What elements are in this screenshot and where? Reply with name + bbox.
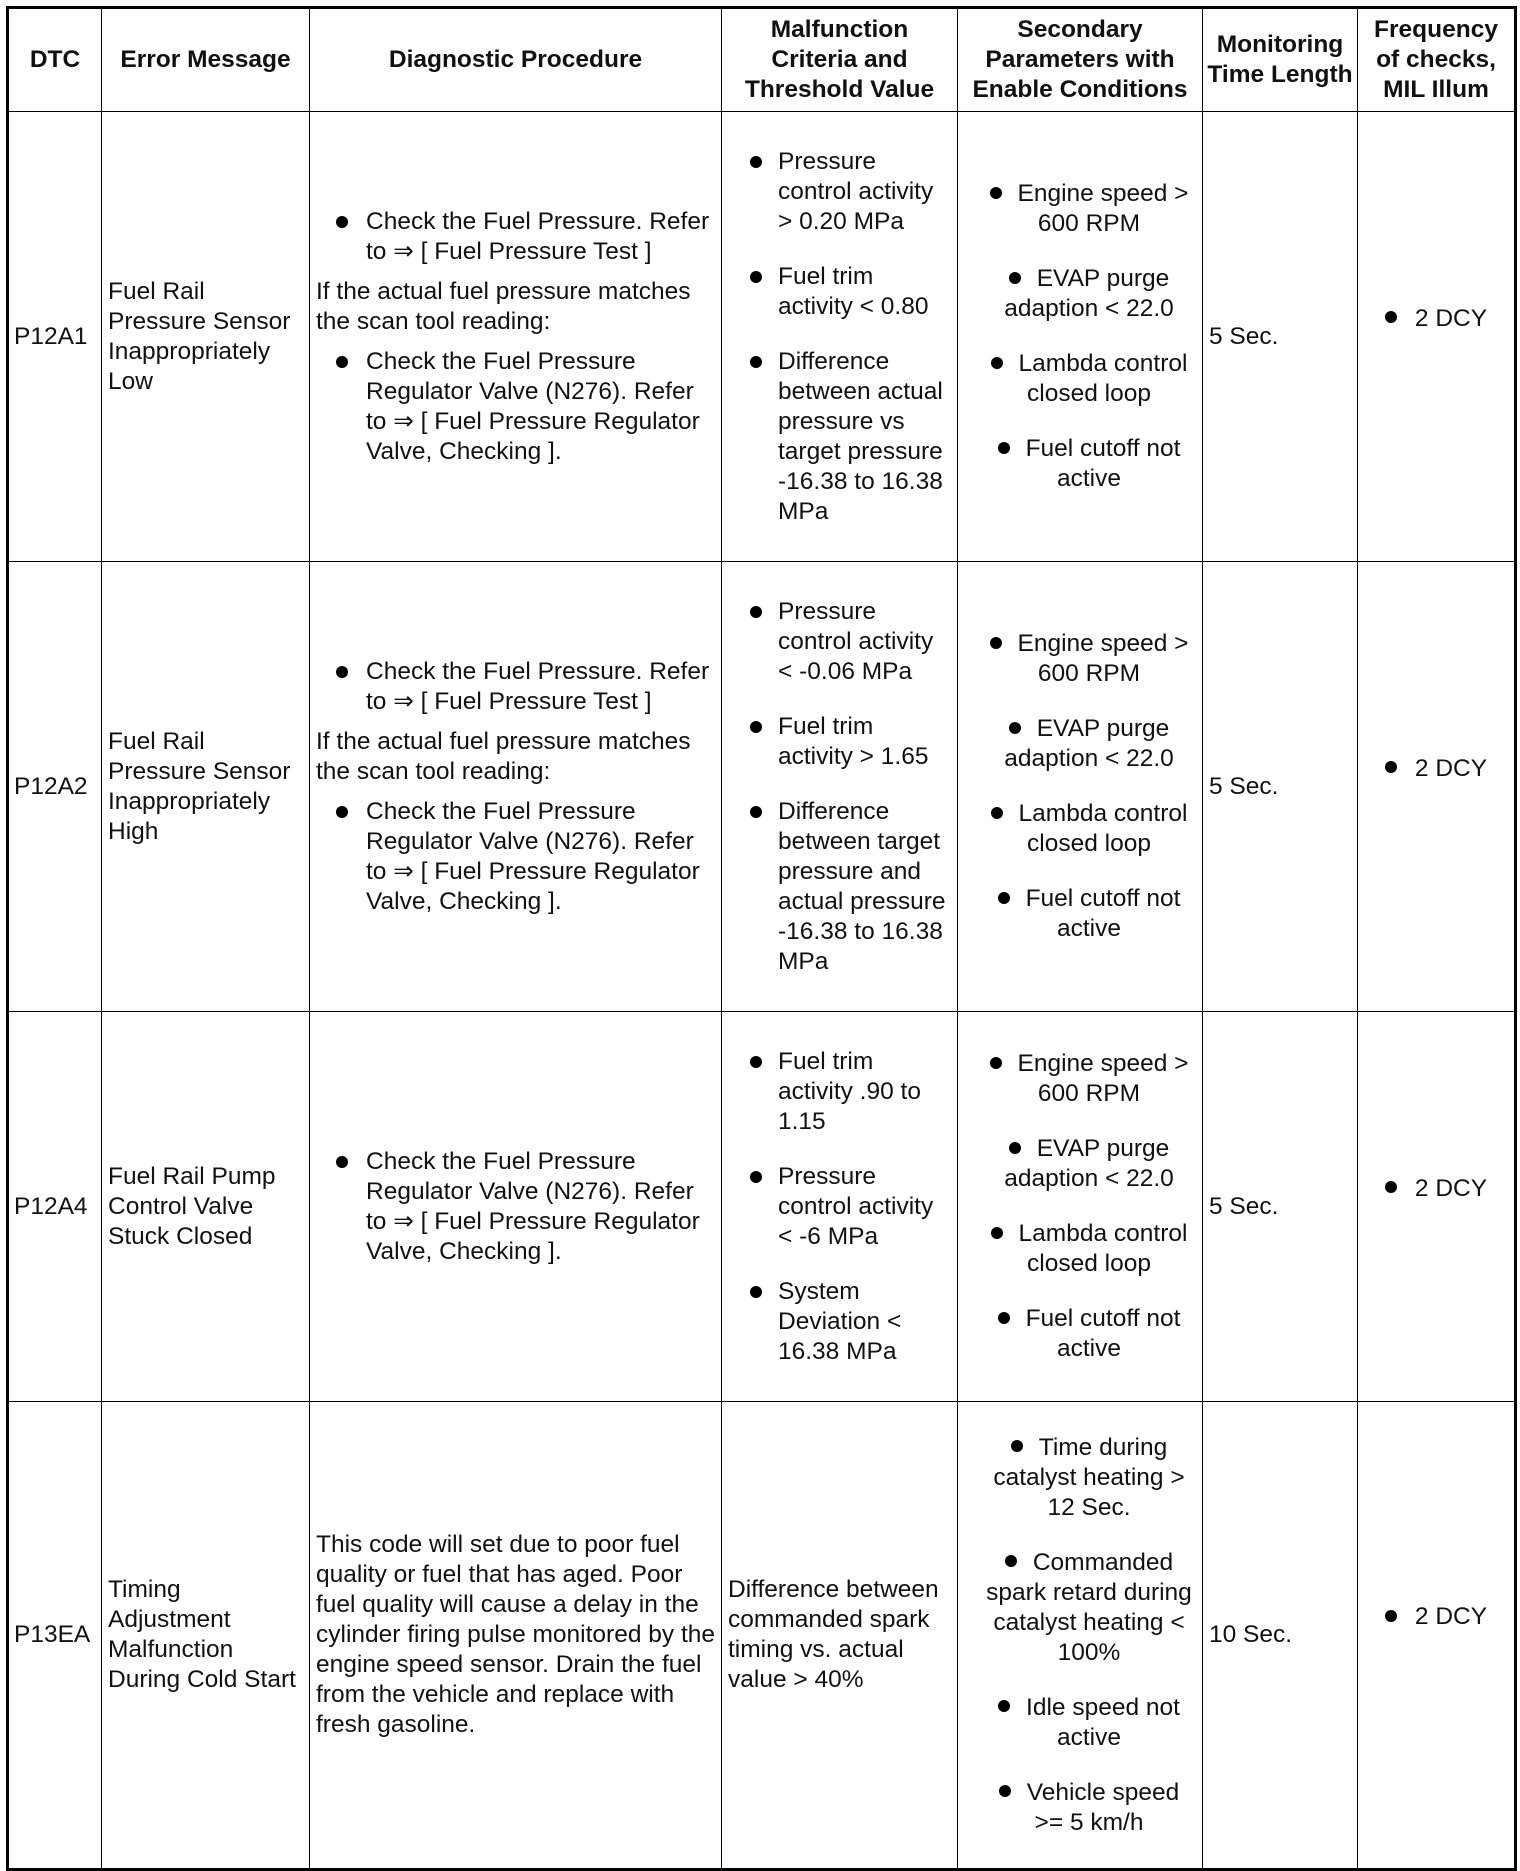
bullet-icon xyxy=(1385,1181,1397,1193)
bullet-icon xyxy=(1009,722,1021,734)
procedure-condition: If the actual fuel pressure matches the scan tool reading: xyxy=(316,277,691,335)
secondary-item: Fuel cutoff not active xyxy=(964,1304,1196,1364)
malfunction-criteria: Difference between commanded spark timing vs. actual value > 40% xyxy=(722,1402,958,1870)
bullet-icon xyxy=(991,1227,1003,1239)
secondary-item: Fuel cutoff not active xyxy=(964,434,1196,494)
procedure-step: Check the Fuel Pressure. Refer to ⇒ [ Fuel Pressure Test ] xyxy=(316,207,715,267)
frequency: 2 DCY xyxy=(1358,112,1516,562)
criteria-item: Pressure control activity < -0.06 MPa xyxy=(728,597,951,687)
criteria-item: Difference between target pressure and actual pressure -16.38 to 16.38 MPa xyxy=(728,797,951,977)
diagnostic-procedure xyxy=(310,1012,722,1402)
bullet-icon xyxy=(998,892,1010,904)
frequency: 2 DCY xyxy=(1358,1012,1516,1402)
secondary-item: Lambda control closed loop xyxy=(964,349,1196,409)
header-error-message: Error Message xyxy=(102,8,310,112)
bullet-icon xyxy=(1385,1610,1397,1622)
dtc-code: P12A4 xyxy=(8,1012,102,1402)
secondary-item: Commanded spark retard during catalyst heating < 100% xyxy=(986,1548,1192,1666)
bullet-icon xyxy=(1385,311,1397,323)
header-diagnostic-procedure: Diagnostic Procedure xyxy=(310,8,722,112)
criteria-item: Fuel trim activity < 0.80 xyxy=(728,262,951,322)
header-dtc: DTC xyxy=(8,8,102,112)
dtc-table xyxy=(6,6,1517,1871)
header-secondary-parameters: Secondary Parameters with Enable Conditions xyxy=(958,8,1203,112)
monitoring-time: 5 Sec. xyxy=(1203,112,1358,562)
bullet-icon xyxy=(1009,1142,1021,1154)
secondary-item: Engine speed > 600 RPM xyxy=(964,629,1196,689)
bullet-icon xyxy=(998,1700,1010,1712)
criteria-item: Pressure control activity < -6 MPa xyxy=(728,1162,951,1252)
procedure-condition: If the actual fuel pressure matches the scan tool reading: xyxy=(316,727,691,785)
secondary-item: Engine speed > 600 RPM xyxy=(964,179,1196,239)
secondary-item: Lambda control closed loop xyxy=(964,799,1196,859)
bullet-icon xyxy=(990,637,1002,649)
error-message: Fuel Rail Pressure Sensor Inappropriately Low xyxy=(102,112,310,562)
table-row xyxy=(8,562,1516,1012)
secondary-parameters xyxy=(958,1402,1203,1870)
monitoring-time: 5 Sec. xyxy=(1203,562,1358,1012)
secondary-parameters xyxy=(958,562,1203,1012)
malfunction-criteria xyxy=(722,562,958,1012)
secondary-item: EVAP purge adaption < 22.0 xyxy=(1004,265,1174,322)
header-frequency: Frequency of checks, MIL Illum xyxy=(1358,8,1516,112)
secondary-item: EVAP purge adaption < 22.0 xyxy=(1004,715,1174,772)
bullet-icon xyxy=(1009,272,1021,284)
table-row xyxy=(8,1402,1516,1870)
dtc-code: P12A1 xyxy=(8,112,102,562)
bullet-icon xyxy=(1011,1440,1023,1452)
table-row xyxy=(8,1012,1516,1402)
header-malfunction-criteria: Malfunction Criteria and Threshold Value xyxy=(722,8,958,112)
bullet-icon xyxy=(999,1785,1011,1797)
secondary-item: Lambda control closed loop xyxy=(964,1219,1196,1279)
monitoring-time: 5 Sec. xyxy=(1203,1012,1358,1402)
dtc-code: P12A2 xyxy=(8,562,102,1012)
secondary-item: Vehicle speed >= 5 km/h xyxy=(964,1778,1196,1838)
secondary-item: Idle speed not active xyxy=(964,1693,1196,1753)
criteria-item: System Deviation < 16.38 MPa xyxy=(728,1277,951,1367)
secondary-item: EVAP purge adaption < 22.0 xyxy=(1004,1135,1174,1192)
frequency: 2 DCY xyxy=(1358,1402,1516,1870)
criteria-item: Fuel trim activity > 1.65 xyxy=(728,712,951,772)
error-message: Fuel Rail Pump Control Valve Stuck Closed xyxy=(102,1012,310,1402)
secondary-parameters xyxy=(958,112,1203,562)
criteria-item: Pressure control activity > 0.20 MPa xyxy=(728,147,951,237)
procedure-step: Check the Fuel Pressure. Refer to ⇒ [ Fuel Pressure Test ] xyxy=(316,657,715,717)
diagnostic-procedure xyxy=(310,112,722,562)
dtc-code: P13EA xyxy=(8,1402,102,1870)
bullet-icon xyxy=(1385,761,1397,773)
table-row xyxy=(8,112,1516,562)
bullet-icon xyxy=(991,357,1003,369)
header-monitoring-time: Monitoring Time Length xyxy=(1203,8,1358,112)
secondary-item: Fuel cutoff not active xyxy=(964,884,1196,944)
criteria-item: Fuel trim activity .90 to 1.15 xyxy=(728,1047,951,1137)
diagnostic-procedure: This code will set due to poor fuel quality or fuel that has aged. Poor fuel quality will cause a delay in the cylinder firing pulse monitored by the engine speed sensor. Drain the fuel from the vehicle and replace with fresh gasoline. xyxy=(310,1402,722,1870)
procedure-step: Check the Fuel Pressure Regulator Valve (N276). Refer to ⇒ [ Fuel Pressure Regulator Valve, Checking ]. xyxy=(316,1147,715,1267)
bullet-icon xyxy=(998,442,1010,454)
secondary-item: Engine speed > 600 RPM xyxy=(964,1049,1196,1109)
bullet-icon xyxy=(990,187,1002,199)
header-row xyxy=(8,8,1516,112)
malfunction-criteria xyxy=(722,1012,958,1402)
criteria-item: Difference between actual pressure vs target pressure -16.38 to 16.38 MPa xyxy=(728,347,951,527)
secondary-item: Time during catalyst heating > 12 Sec. xyxy=(993,1433,1185,1521)
procedure-step: Check the Fuel Pressure Regulator Valve (N276). Refer to ⇒ [ Fuel Pressure Regulator Valve, Checking ]. xyxy=(316,347,715,467)
bullet-icon xyxy=(998,1312,1010,1324)
error-message: Fuel Rail Pressure Sensor Inappropriately High xyxy=(102,562,310,1012)
diagnostic-procedure xyxy=(310,562,722,1012)
monitoring-time: 10 Sec. xyxy=(1203,1402,1358,1870)
bullet-icon xyxy=(991,807,1003,819)
bullet-icon xyxy=(1005,1555,1017,1567)
secondary-parameters xyxy=(958,1012,1203,1402)
frequency: 2 DCY xyxy=(1358,562,1516,1012)
bullet-icon xyxy=(990,1057,1002,1069)
procedure-step: Check the Fuel Pressure Regulator Valve (N276). Refer to ⇒ [ Fuel Pressure Regulator Valve, Checking ]. xyxy=(316,797,715,917)
malfunction-criteria xyxy=(722,112,958,562)
error-message: Timing Adjustment Malfunction During Cold Start xyxy=(102,1402,310,1870)
